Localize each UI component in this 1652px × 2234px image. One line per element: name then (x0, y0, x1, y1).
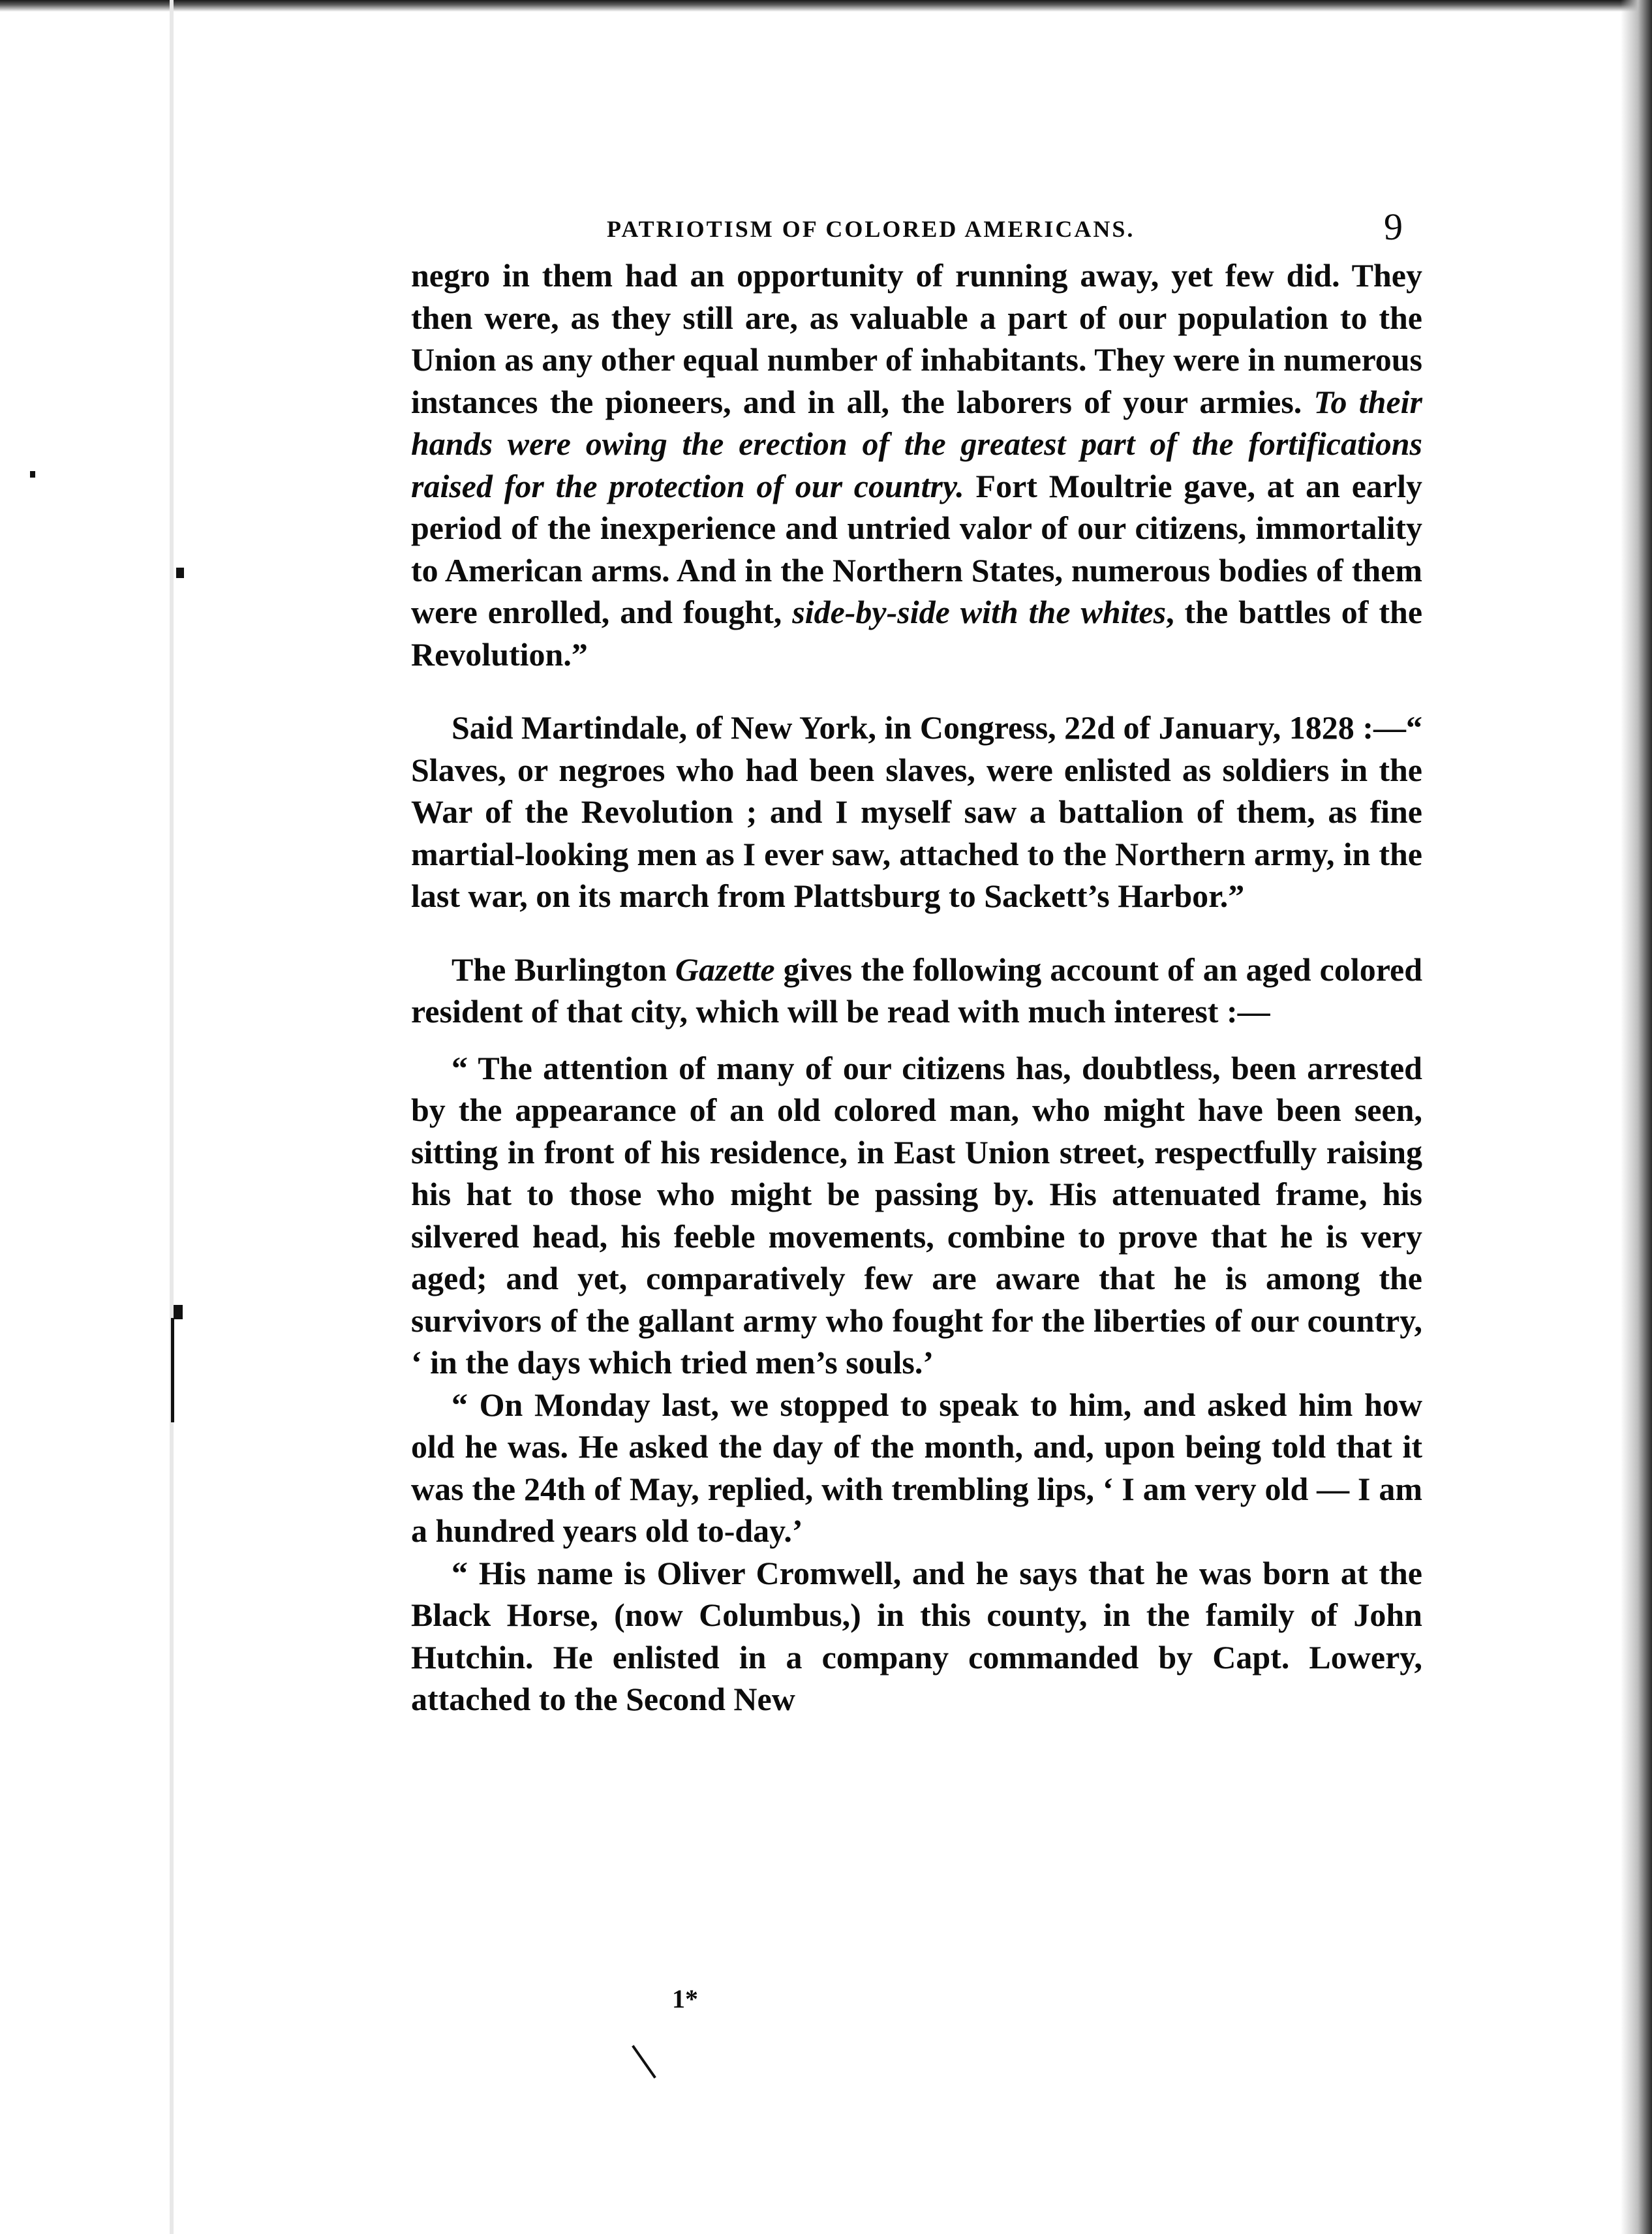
margin-tick (174, 1305, 183, 1319)
text-run: Fort Moultrie gave, at an early period of the inexperience and untried valor of our citizens, immortality to American arms. And in the Northern States, numerous bodies of them were enrolled, and fought, (411, 467, 1422, 630)
paragraph (411, 254, 1422, 675)
margin-line (171, 1318, 174, 1422)
running-head (411, 196, 1422, 254)
paragraph (411, 949, 1422, 1033)
scan-top-edge (0, 0, 1652, 12)
text-run: “ On Monday last, we stopped to speak to him, and asked him how old he was. He asked the day of the month, and, upon being told that it was the 24th of May, replied, with trembling lips, ‘ I am very old — I am a hundred years old to-day.’ (411, 1386, 1422, 1549)
paragraph (411, 707, 1422, 917)
italic-run: side-by-side with the whites (792, 594, 1167, 630)
italic-run: Gazette (675, 951, 775, 988)
text-run: The Burlington (451, 951, 675, 988)
margin-stroke (632, 2045, 656, 2078)
scan-right-edge (1621, 0, 1652, 2234)
text-run: “ His name is Oliver Cromwell, and he says that he was born at the Black Horse, (now Columbus,) in this county, in the family of John Hutchin. He enlisted in a company commanded by Capt. Lowery, attached to the Second New (411, 1554, 1422, 1717)
margin-dot (30, 471, 35, 478)
running-title: PATRIOTISM OF COLORED AMERICANS. (607, 216, 1135, 242)
page-number: 9 (1384, 206, 1403, 248)
text-run: Said Martindale, of New York, in Congress, 22d of January, 1828 :—“ Slaves, or negroes who had been slaves, were enlisted as soldiers in the War of the Revolution ; and I myself saw a battalion of them, as fine martial-looking men as I ever saw, attached to the Northern army, in the last war, on its march from Plattsburg to Sackett’s Harbor.” (411, 709, 1422, 914)
text-run: “ The attention of many of our citizens has, doubtless, been arrested by the appearance of an old colored man, who might have been seen, sitting in front of his residence, in East Union street, respectfully raising his hat to those who might be passing by. His attenuated frame, his silvered head, his feeble movements, combine to prove that he is very aged; and yet, comparatively few are aware that he is among the survivors of the gallant army who fought for the liberties of our country, ‘ in the days which tried men’s souls.’ (411, 1049, 1422, 1381)
page-fold-edge (170, 0, 174, 2234)
italic-run: To their hands were owing the erection of the greatest part of the fortifications raised for the protection of our country. (411, 383, 1422, 504)
quoted-paragraph (411, 1552, 1422, 1721)
quoted-paragraph (411, 1047, 1422, 1384)
text-run: gives the following account of an aged colored resident of that city, which will be read with much interest :— (411, 951, 1422, 1030)
book-page (411, 196, 1422, 1721)
quoted-paragraph (411, 1384, 1422, 1552)
text-run: , the battles of the Revolution.” (411, 594, 1423, 673)
margin-tick (176, 568, 184, 578)
signature-mark: 1* (672, 1984, 698, 2013)
body-text (411, 254, 1422, 1721)
text-run: negro in them had an opportunity of running away, yet few did. They then were, as they still are, as valuable a part of our population to the Union as any other equal number of inhabitants. They were in numerous instances the pioneers, and in all, the laborers of your armies. (411, 257, 1422, 420)
